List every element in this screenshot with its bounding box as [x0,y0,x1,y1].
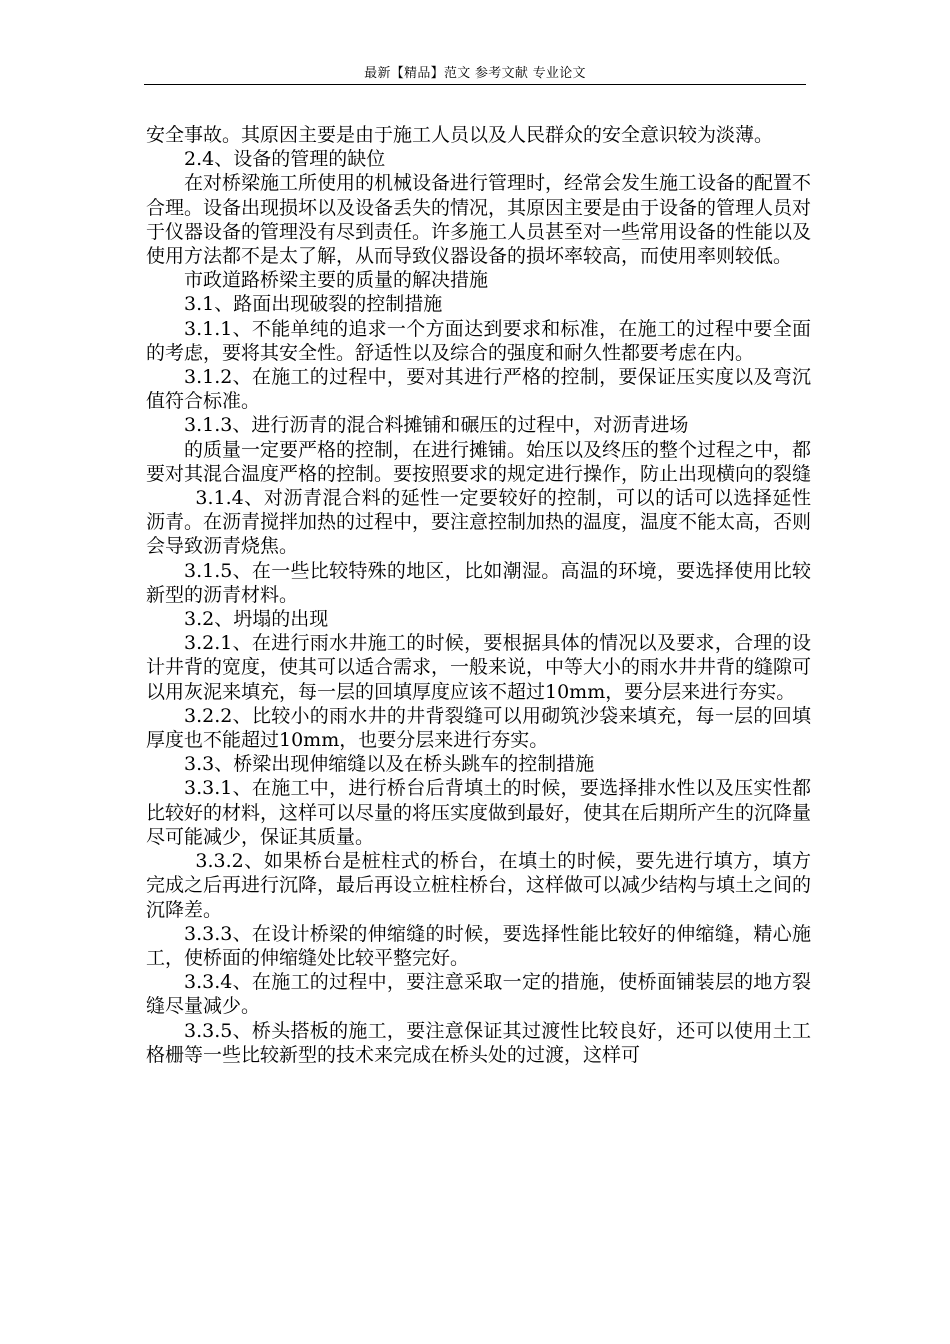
header-text: 最新【精品】范文 参考文献 专业论文 [364,66,586,81]
paragraph-3-1-3: 3.1.3、进行沥青的混合料摊铺和碾压的过程中，对沥青进场 [184,414,689,437]
paragraph-3-1-2: 3.1.2、在施工的过程中，要对其进行严格的控制，要保证压实度以及弯沉值符合标准。 [146,366,811,413]
paragraph-3-3-5: 3.3.5、桥头搭板的施工，要注意保证其过渡性比较良好，还可以使用土工格栅等一些比较新型的技术来完成在桥头处的过渡，这样可 [146,1019,811,1066]
paragraph-3-1-5: 3.1.5、在一些比较特殊的地区，比如潮湿。高温的环境，要选择使用比较新型的沥青材料。 [146,559,811,606]
heading-3-2-collapse: 3.2、坍塌的出现 [184,608,329,631]
paragraph-3-3-3: 3.3.3、在设计桥梁的伸缩缝的时候，要选择性能比较好的伸缩缝，精心施工，使桥面的伸缩缝处比较平整完好。 [146,922,811,969]
heading-3-3-bridge-joint-control: 3.3、桥梁出现伸缩缝以及在桥头跳车的控制措施 [184,753,595,776]
page-header [144,66,806,82]
paragraph-equipment-management: 在对桥梁施工所使用的机械设备进行管理时，经常会发生施工设备的配置不合理。设备出现损坏以及设备丢失的情况，其原因主要是由于设备的管理人员对于仪器设备的管理没有尽到责任。许多施工人员甚至对一些常用设备的性能以及使用方法都不是太了解，从而导致仪器设备的损坏率较高，而使用率则较低。 [146,172,812,268]
document-body [146,123,811,1067]
paragraph-3-3-1: 3.3.1、在施工中，进行桥台后背填土的时候，要选择排水性以及压实性都比较好的材料，这样可以尽量的将压实度做到最好，使其在后期所产生的沉降量尽可能减少，保证其质量。 [146,777,812,848]
header-divider [144,84,806,85]
paragraph-3-1-1: 3.1.1、不能单纯的追求一个方面达到要求和标准，在施工的过程中要全面的考虑，要将其安全性。舒适性以及综合的强度和耐久性都要考虑在内。 [146,317,811,364]
paragraph-3-2-2: 3.2.2、比较小的雨水井的井背裂缝可以用砌筑沙袋来填充，每一层的回填厚度也不能超过10mm，也要分层来进行夯实。 [146,704,811,752]
heading-2-4-equipment-management: 2.4、设备的管理的缺位 [184,148,386,171]
paragraph-3-2-1: 3.2.1、在进行雨水井施工的时候，要根据具体的情况以及要求，合理的设计井背的宽度，使其可以适合需求，一般来说，中等大小的雨水井井背的缝隙可以用灰泥来填充，每一层的回填厚度应该不超过10mm，要分层来进行夯实。 [146,632,812,703]
paragraph-3-3-2: 3.3.2、如果桥台是桩柱式的桥台，在填土的时候，要先进行填方，填方完成之后再进行沉降，最后再设立桩柱桥台，这样做可以减少结构与填土之间的沉降差。 [146,850,812,921]
heading-3-1-road-crack-control: 3.1、路面出现破裂的控制措施 [184,293,443,316]
paragraph-3-1-4: 3.1.4、对沥青混合料的延性一定要较好的控制，可以的话可以选择延性沥青。在沥青搅拌加热的过程中，要注意控制加热的温度，温度不能太高，否则会导致沥青烧焦。 [146,487,812,558]
paragraph-safety-accident: 安全事故。其原因主要是由于施工人员以及人民群众的安全意识较为淡薄。 [146,124,774,146]
paragraph-3-3-4: 3.3.4、在施工的过程中，要注意采取一定的措施，使桥面铺装层的地方裂缝尽量减少。 [146,971,811,1018]
paragraph-3-1-3-continued: 的质量一定要严格的控制，在进行摊铺。始压以及终压的整个过程之中，都要对其混合温度严格的控制。要按照要求的规定进行操作，防止出现横向的裂缝 [146,438,812,485]
heading-quality-solutions: 市政道路桥梁主要的质量的解决措施 [184,269,489,292]
